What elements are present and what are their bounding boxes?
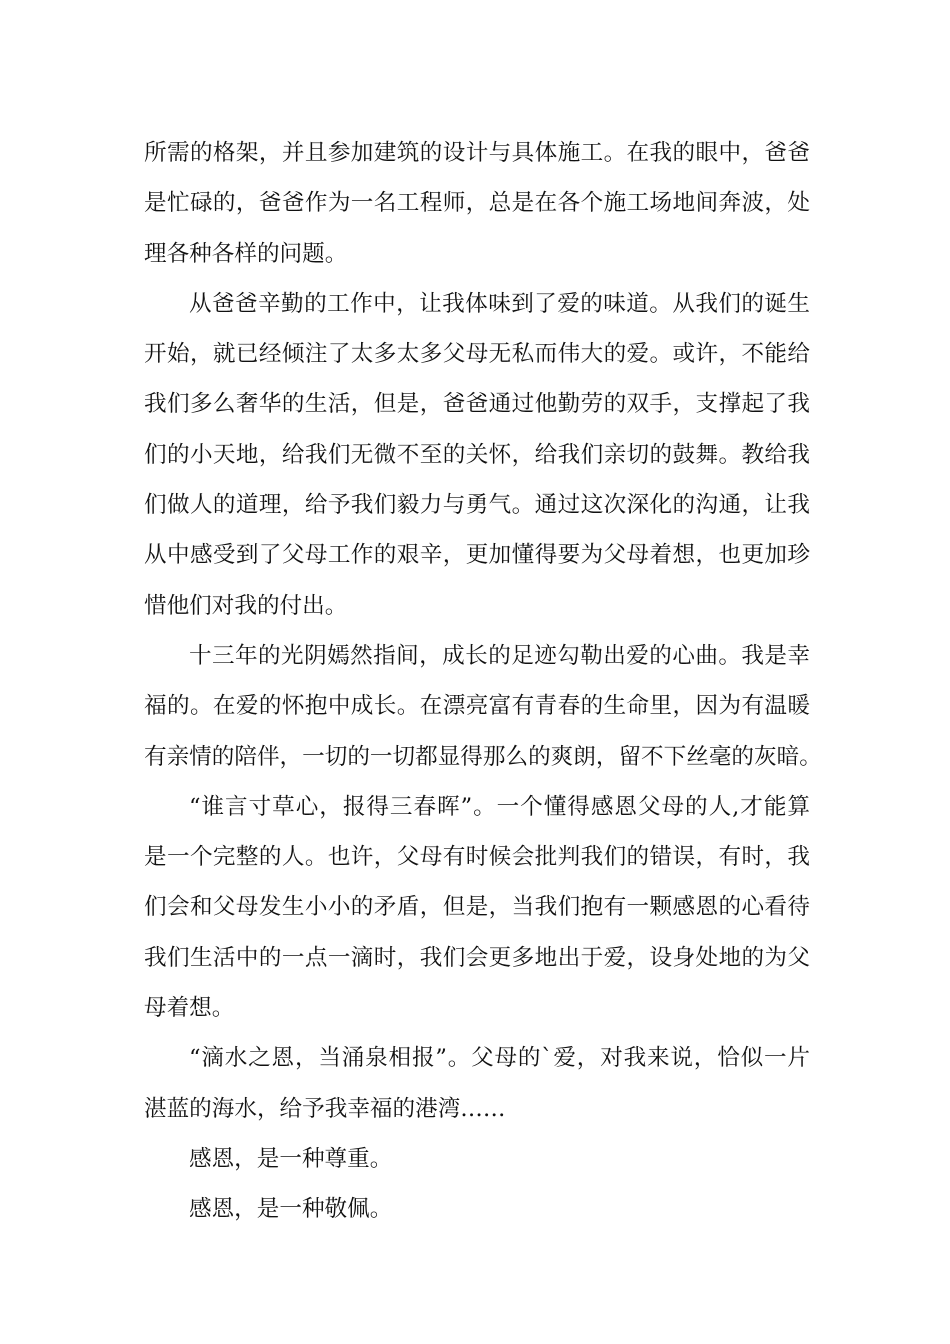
text-line: 所需的格架，并且参加建筑的设计与具体施工。在我的眼中，爸爸 <box>144 140 810 166</box>
text-line: 感恩，是一种尊重。 <box>189 1145 393 1172</box>
text-line: 感恩，是一种敬佩。 <box>189 1196 393 1223</box>
text-line: “滴水之恩，当涌泉相报”。父母的`爱，对我来说，恰似一片 <box>189 1045 810 1072</box>
document-body <box>144 128 822 1235</box>
text-line: 们做人的道理，给予我们毅力与勇气。通过这次深化的沟通，让我 <box>144 492 810 519</box>
text-line: 是忙碌的，爸爸作为一名工程师，总是在各个施工场地间奔波，处 <box>144 190 810 217</box>
text-line: 十三年的光阴嫣然指间，成长的足迹勾勒出爱的心曲。我是幸 <box>189 642 810 669</box>
text-line: 惜他们对我的付出。 <box>144 592 348 619</box>
text-line: 从爸爸辛勤的工作中，让我体味到了爱的味道。从我们的诞生 <box>189 290 810 317</box>
text-line: 开始，就已经倾注了太多太多父母无私而伟大的爱。或许，不能给 <box>144 341 810 368</box>
text-line: 有亲情的陪伴，一切的一切都显得那么的爽朗，留不下丝毫的灰暗。 <box>144 743 822 770</box>
text-line: 我们生活中的一点一滴时，我们会更多地出于爱，设身处地的为父 <box>144 944 810 971</box>
text-line: “谁言寸草心，报得三春晖”。一个懂得感恩父母的人,才能算 <box>189 793 810 820</box>
text-line: 母着想。 <box>144 995 235 1022</box>
text-line: 是一个完整的人。也许，父母有时候会批判我们的错误，有时，我 <box>144 844 810 871</box>
text-line: 我们多么奢华的生活，但是，爸爸通过他勤劳的双手，支撑起了我 <box>144 391 810 418</box>
text-line: 从中感受到了父母工作的艰辛，更加懂得要为父母着想，也更加珍 <box>144 542 810 569</box>
text-line: 们的小天地，给我们无微不至的关怀，给我们亲切的鼓舞。教给我 <box>144 441 810 468</box>
text-line: 理各种各样的问题。 <box>144 240 348 267</box>
text-line: 湛蓝的海水，给予我幸福的港湾…… <box>144 1095 506 1122</box>
text-line: 福的。在爱的怀抱中成长。在漂亮富有青春的生命里，因为有温暖 <box>144 693 810 720</box>
text-line: 们会和父母发生小小的矛盾，但是，当我们抱有一颗感恩的心看待 <box>144 894 810 921</box>
